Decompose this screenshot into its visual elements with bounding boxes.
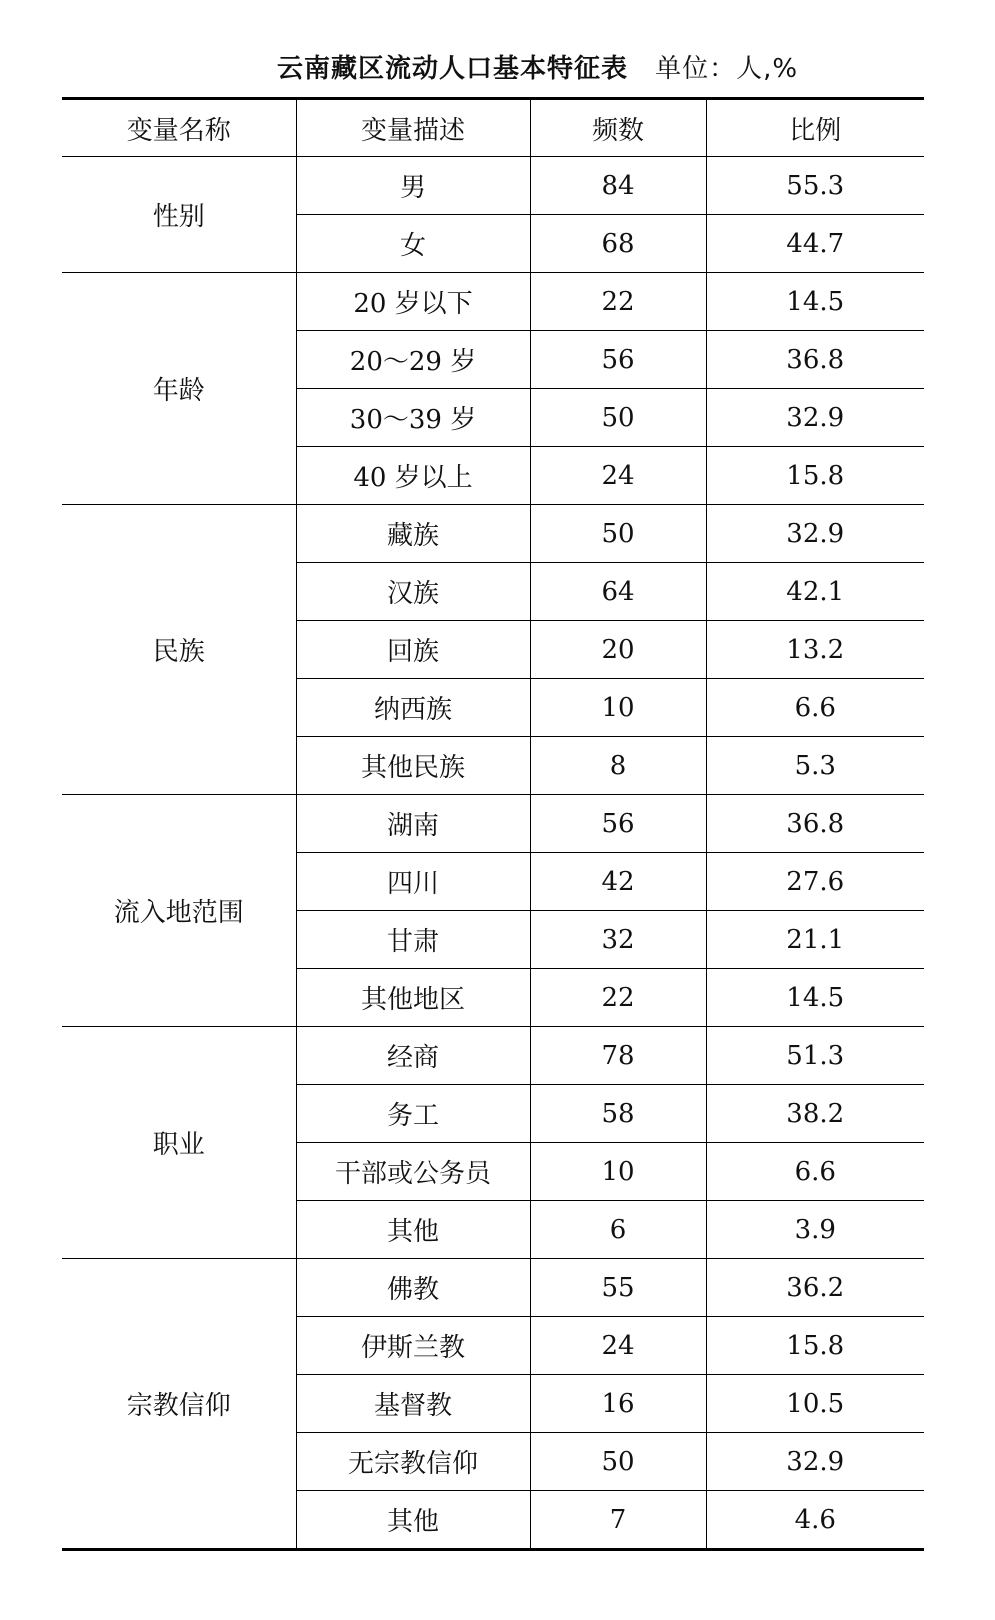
header-row — [62, 99, 924, 157]
proportion-cell: 14.5 — [706, 969, 924, 1027]
frequency-cell: 22 — [530, 969, 706, 1027]
frequency-cell: 10 — [530, 1143, 706, 1201]
variable-name-cell: 性别 — [62, 157, 296, 273]
frequency-cell: 50 — [530, 505, 706, 563]
proportion-cell: 32.9 — [706, 505, 924, 563]
variable-description-cell: 其他 — [296, 1201, 530, 1259]
variable-description-cell: 30～39 岁 — [296, 389, 530, 447]
proportion-cell: 32.9 — [706, 389, 924, 447]
variable-description-cell: 其他地区 — [296, 969, 530, 1027]
variable-description-cell: 女 — [296, 215, 530, 273]
frequency-cell: 24 — [530, 447, 706, 505]
proportion-cell: 10.5 — [706, 1375, 924, 1433]
proportion-cell: 42.1 — [706, 563, 924, 621]
header-variable-description: 变量描述 — [296, 99, 530, 157]
variable-description-cell: 务工 — [296, 1085, 530, 1143]
variable-name-cell: 年龄 — [62, 273, 296, 505]
frequency-cell: 50 — [530, 1433, 706, 1491]
variable-description-cell: 伊斯兰教 — [296, 1317, 530, 1375]
frequency-cell: 32 — [530, 911, 706, 969]
frequency-cell: 10 — [530, 679, 706, 737]
proportion-cell: 3.9 — [706, 1201, 924, 1259]
variable-name-cell: 民族 — [62, 505, 296, 795]
frequency-cell: 22 — [530, 273, 706, 331]
variable-description-cell: 纳西族 — [296, 679, 530, 737]
variable-description-cell: 20 岁以下 — [296, 273, 530, 331]
header-frequency: 频数 — [530, 99, 706, 157]
variable-description-cell: 无宗教信仰 — [296, 1433, 530, 1491]
proportion-cell: 36.8 — [706, 795, 924, 853]
variable-description-cell: 湖南 — [296, 795, 530, 853]
frequency-cell: 78 — [530, 1027, 706, 1085]
variable-description-cell: 经商 — [296, 1027, 530, 1085]
variable-description-cell: 男 — [296, 157, 530, 215]
proportion-cell: 4.6 — [706, 1491, 924, 1550]
proportion-cell: 51.3 — [706, 1027, 924, 1085]
variable-description-cell: 干部或公务员 — [296, 1143, 530, 1201]
proportion-cell: 15.8 — [706, 1317, 924, 1375]
variable-description-cell: 其他 — [296, 1491, 530, 1550]
frequency-cell: 20 — [530, 621, 706, 679]
frequency-cell: 8 — [530, 737, 706, 795]
proportion-cell: 13.2 — [706, 621, 924, 679]
header-proportion: 比例 — [706, 99, 924, 157]
table-title: 云南藏区流动人口基本特征表 — [276, 54, 628, 84]
variable-description-cell: 佛教 — [296, 1259, 530, 1317]
frequency-cell: 16 — [530, 1375, 706, 1433]
frequency-cell: 24 — [530, 1317, 706, 1375]
table-row — [62, 157, 924, 215]
frequency-cell: 6 — [530, 1201, 706, 1259]
proportion-cell: 14.5 — [706, 273, 924, 331]
table-row — [62, 273, 924, 331]
variable-description-cell: 四川 — [296, 853, 530, 911]
table-body — [62, 157, 924, 1550]
unit-note: 单位：人,% — [655, 54, 799, 84]
table-row — [62, 795, 924, 853]
variable-description-cell: 回族 — [296, 621, 530, 679]
variable-description-cell: 基督教 — [296, 1375, 530, 1433]
variable-name-cell: 宗教信仰 — [62, 1259, 296, 1550]
variable-description-cell: 其他民族 — [296, 737, 530, 795]
proportion-cell: 32.9 — [706, 1433, 924, 1491]
variable-name-cell: 职业 — [62, 1027, 296, 1259]
proportion-cell: 27.6 — [706, 853, 924, 911]
proportion-cell: 15.8 — [706, 447, 924, 505]
frequency-cell: 55 — [530, 1259, 706, 1317]
frequency-cell: 64 — [530, 563, 706, 621]
variable-description-cell: 20～29 岁 — [296, 331, 530, 389]
table-row — [62, 1259, 924, 1317]
proportion-cell: 38.2 — [706, 1085, 924, 1143]
table-row — [62, 505, 924, 563]
table-caption — [0, 48, 995, 92]
variable-description-cell: 40 岁以上 — [296, 447, 530, 505]
variable-name-cell: 流入地范围 — [62, 795, 296, 1027]
table-row — [62, 1027, 924, 1085]
variable-description-cell: 藏族 — [296, 505, 530, 563]
proportion-cell: 21.1 — [706, 911, 924, 969]
header-variable-name: 变量名称 — [62, 99, 296, 157]
proportion-cell: 6.6 — [706, 679, 924, 737]
proportion-cell: 55.3 — [706, 157, 924, 215]
variable-description-cell: 汉族 — [296, 563, 530, 621]
proportion-cell: 5.3 — [706, 737, 924, 795]
proportion-cell: 36.8 — [706, 331, 924, 389]
frequency-cell: 56 — [530, 795, 706, 853]
characteristics-table — [62, 97, 924, 1551]
frequency-cell: 42 — [530, 853, 706, 911]
variable-description-cell: 甘肃 — [296, 911, 530, 969]
frequency-cell: 84 — [530, 157, 706, 215]
frequency-cell: 58 — [530, 1085, 706, 1143]
frequency-cell: 7 — [530, 1491, 706, 1550]
proportion-cell: 44.7 — [706, 215, 924, 273]
frequency-cell: 50 — [530, 389, 706, 447]
frequency-cell: 68 — [530, 215, 706, 273]
frequency-cell: 56 — [530, 331, 706, 389]
proportion-cell: 6.6 — [706, 1143, 924, 1201]
proportion-cell: 36.2 — [706, 1259, 924, 1317]
